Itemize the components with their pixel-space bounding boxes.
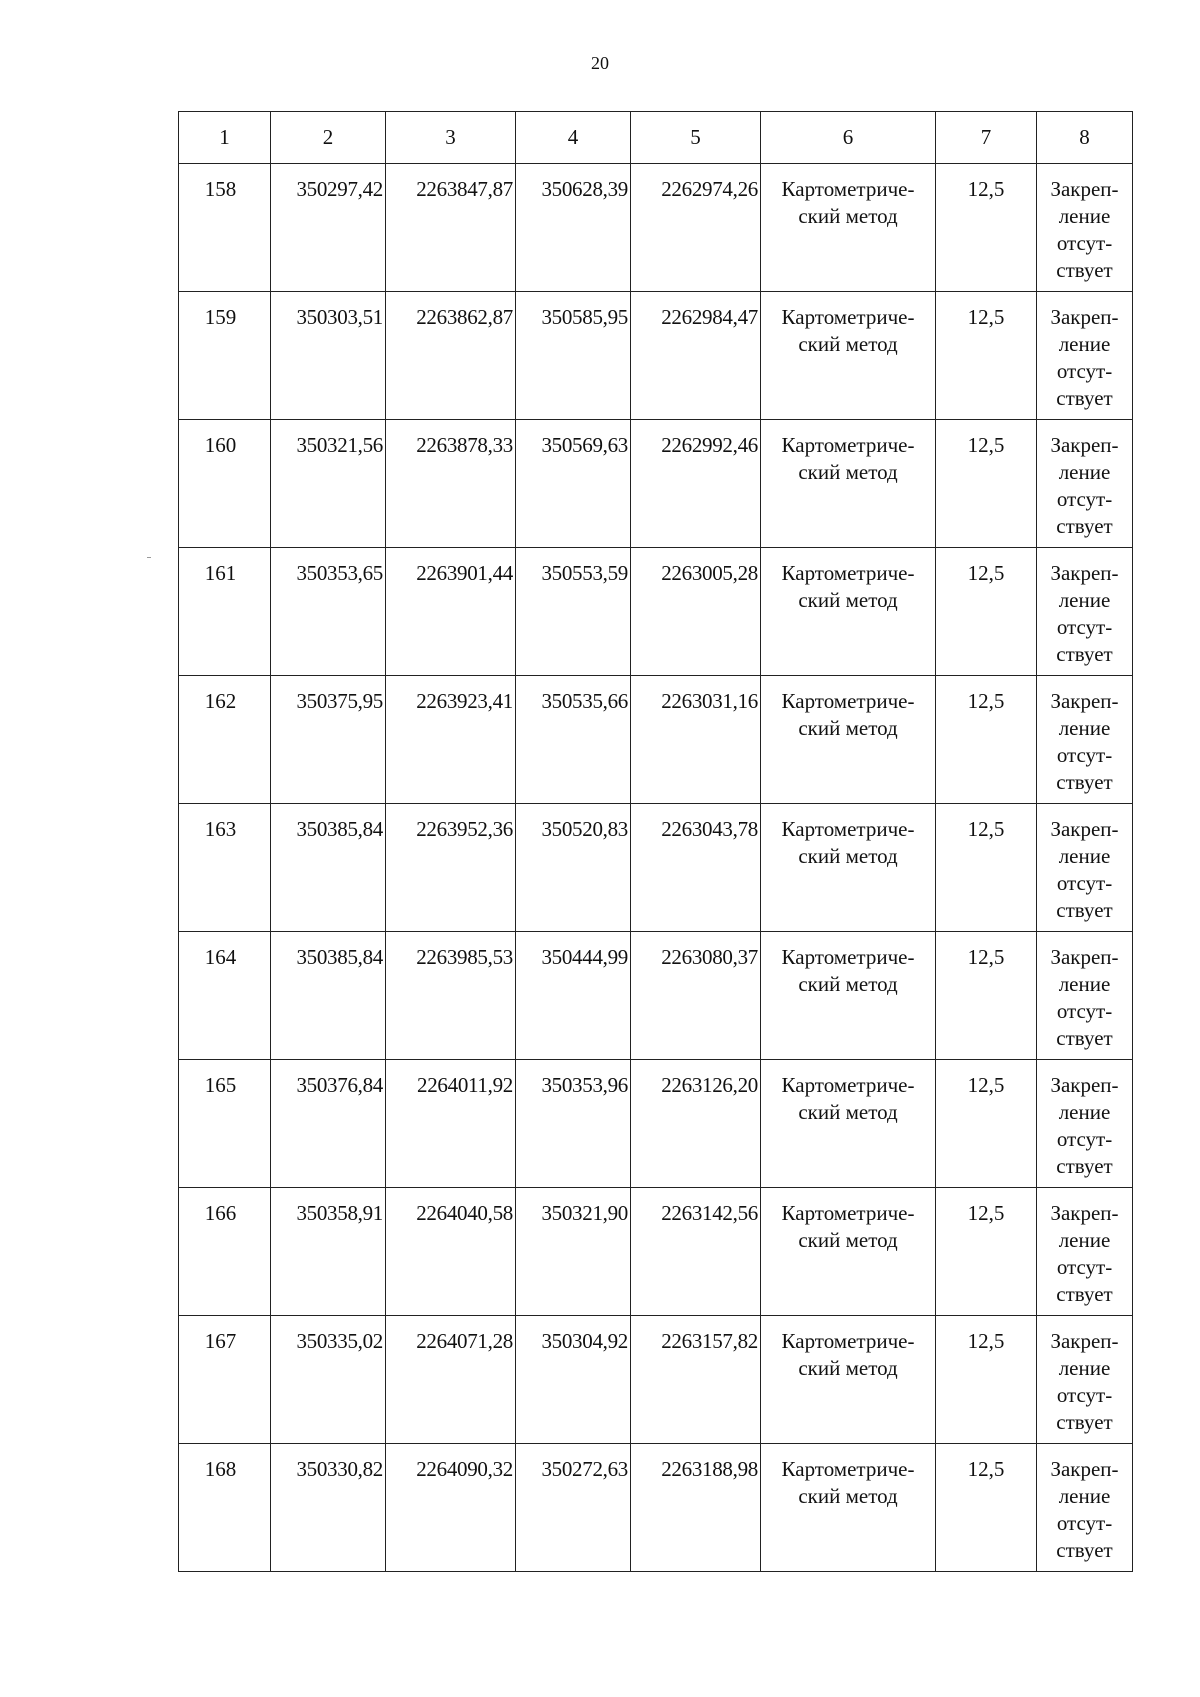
point-number-cell: 168 xyxy=(179,1444,271,1572)
x-coordinate-1-cell: 350358,91 xyxy=(271,1188,386,1316)
fixing-description-cell xyxy=(1037,676,1133,804)
y-coordinate-2-cell: 2263031,16 xyxy=(631,676,761,804)
method-line: Картометриче- xyxy=(781,1329,915,1353)
x-coordinate-1-cell: 350335,02 xyxy=(271,1316,386,1444)
method-line: ский метод xyxy=(798,716,898,740)
y-coordinate-2-cell: 2263080,37 xyxy=(631,932,761,1060)
method-line: Картометриче- xyxy=(781,177,915,201)
x-coordinate-2-cell: 350628,39 xyxy=(516,164,631,292)
accuracy-cell: 12,5 xyxy=(936,1316,1037,1444)
x-coordinate-2-cell: 350272,63 xyxy=(516,1444,631,1572)
y-coordinate-1-cell: 2263847,87 xyxy=(386,164,516,292)
header-cell-5: 5 xyxy=(631,112,761,164)
method-line: Картометриче- xyxy=(781,1073,915,1097)
table-row xyxy=(179,292,1133,420)
method-cell xyxy=(761,804,936,932)
point-number-cell: 158 xyxy=(179,164,271,292)
accuracy-cell: 12,5 xyxy=(936,932,1037,1060)
y-coordinate-1-cell: 2264071,28 xyxy=(386,1316,516,1444)
fixing-line: Закреп- xyxy=(1050,817,1119,841)
header-cell-6: 6 xyxy=(761,112,936,164)
accuracy-cell: 12,5 xyxy=(936,1060,1037,1188)
method-cell xyxy=(761,676,936,804)
fixing-description-cell xyxy=(1037,932,1133,1060)
fixing-line: Закреп- xyxy=(1050,1329,1119,1353)
fixing-line: отсут- xyxy=(1056,231,1113,255)
fixing-line: ление xyxy=(1058,844,1111,868)
fixing-line: Закреп- xyxy=(1050,305,1119,329)
accuracy-cell: 12,5 xyxy=(936,292,1037,420)
x-coordinate-1-cell: 350303,51 xyxy=(271,292,386,420)
method-cell xyxy=(761,1188,936,1316)
accuracy-cell: 12,5 xyxy=(936,804,1037,932)
method-line: ский метод xyxy=(798,332,898,356)
table-row xyxy=(179,1188,1133,1316)
method-cell xyxy=(761,932,936,1060)
method-cell xyxy=(761,548,936,676)
method-line: ский метод xyxy=(798,1228,898,1252)
x-coordinate-2-cell: 350444,99 xyxy=(516,932,631,1060)
y-coordinate-2-cell: 2263142,56 xyxy=(631,1188,761,1316)
table-row xyxy=(179,548,1133,676)
y-coordinate-2-cell: 2262992,46 xyxy=(631,420,761,548)
fixing-line: ствует xyxy=(1056,258,1113,282)
table-row xyxy=(179,1060,1133,1188)
table-row xyxy=(179,1316,1133,1444)
x-coordinate-2-cell: 350535,66 xyxy=(516,676,631,804)
header-cell-1: 1 xyxy=(179,112,271,164)
point-number-cell: 165 xyxy=(179,1060,271,1188)
method-line: ский метод xyxy=(798,972,898,996)
method-line: ский метод xyxy=(798,1484,898,1508)
fixing-description-cell xyxy=(1037,1188,1133,1316)
fixing-line: ление xyxy=(1058,716,1111,740)
fixing-line: отсут- xyxy=(1056,1127,1113,1151)
fixing-line: Закреп- xyxy=(1050,433,1119,457)
fixing-line: ление xyxy=(1058,332,1111,356)
method-line: Картометриче- xyxy=(781,1457,915,1481)
fixing-line: отсут- xyxy=(1056,999,1113,1023)
fixing-line: ление xyxy=(1058,1228,1111,1252)
fixing-line: ление xyxy=(1058,460,1111,484)
fixing-line: ствует xyxy=(1056,1282,1113,1306)
method-line: ский метод xyxy=(798,460,898,484)
accuracy-cell: 12,5 xyxy=(936,420,1037,548)
accuracy-cell: 12,5 xyxy=(936,1444,1037,1572)
x-coordinate-2-cell: 350553,59 xyxy=(516,548,631,676)
table-row xyxy=(179,676,1133,804)
fixing-line: ствует xyxy=(1056,770,1113,794)
method-cell xyxy=(761,1060,936,1188)
y-coordinate-2-cell: 2263043,78 xyxy=(631,804,761,932)
y-coordinate-1-cell: 2263985,53 xyxy=(386,932,516,1060)
method-line: Картометриче- xyxy=(781,689,915,713)
method-cell xyxy=(761,420,936,548)
x-coordinate-2-cell: 350304,92 xyxy=(516,1316,631,1444)
method-line: ский метод xyxy=(798,1100,898,1124)
header-cell-2: 2 xyxy=(271,112,386,164)
method-line: Картометриче- xyxy=(781,433,915,457)
x-coordinate-1-cell: 350385,84 xyxy=(271,804,386,932)
y-coordinate-2-cell: 2262974,26 xyxy=(631,164,761,292)
x-coordinate-1-cell: 350375,95 xyxy=(271,676,386,804)
header-cell-4: 4 xyxy=(516,112,631,164)
point-number-cell: 160 xyxy=(179,420,271,548)
y-coordinate-2-cell: 2263188,98 xyxy=(631,1444,761,1572)
y-coordinate-1-cell: 2264040,58 xyxy=(386,1188,516,1316)
fixing-line: отсут- xyxy=(1056,743,1113,767)
fixing-line: ствует xyxy=(1056,1538,1113,1562)
accuracy-cell: 12,5 xyxy=(936,1188,1037,1316)
fixing-line: Закреп- xyxy=(1050,689,1119,713)
fixing-line: Закреп- xyxy=(1050,945,1119,969)
method-line: ский метод xyxy=(798,204,898,228)
x-coordinate-2-cell: 350520,83 xyxy=(516,804,631,932)
point-number-cell: 159 xyxy=(179,292,271,420)
point-number-cell: 164 xyxy=(179,932,271,1060)
accuracy-cell: 12,5 xyxy=(936,548,1037,676)
x-coordinate-2-cell: 350585,95 xyxy=(516,292,631,420)
y-coordinate-1-cell: 2264090,32 xyxy=(386,1444,516,1572)
fixing-line: отсут- xyxy=(1056,359,1113,383)
fixing-line: ление xyxy=(1058,588,1111,612)
y-coordinate-1-cell: 2264011,92 xyxy=(386,1060,516,1188)
fixing-line: отсут- xyxy=(1056,871,1113,895)
fixing-line: ствует xyxy=(1056,1410,1113,1434)
fixing-line: ление xyxy=(1058,1100,1111,1124)
fixing-line: ствует xyxy=(1056,514,1113,538)
fixing-line: ствует xyxy=(1056,642,1113,666)
table-body xyxy=(179,112,1133,1572)
x-coordinate-1-cell: 350353,65 xyxy=(271,548,386,676)
fixing-line: ление xyxy=(1058,204,1111,228)
y-coordinate-1-cell: 2263923,41 xyxy=(386,676,516,804)
y-coordinate-2-cell: 2263126,20 xyxy=(631,1060,761,1188)
point-number-cell: 163 xyxy=(179,804,271,932)
point-number-cell: 162 xyxy=(179,676,271,804)
x-coordinate-2-cell: 350321,90 xyxy=(516,1188,631,1316)
point-number-cell: 161 xyxy=(179,548,271,676)
y-coordinate-2-cell: 2263005,28 xyxy=(631,548,761,676)
fixing-line: ление xyxy=(1058,1356,1111,1380)
x-coordinate-1-cell: 350297,42 xyxy=(271,164,386,292)
y-coordinate-2-cell: 2263157,82 xyxy=(631,1316,761,1444)
fixing-line: Закреп- xyxy=(1050,561,1119,585)
header-cell-3: 3 xyxy=(386,112,516,164)
method-cell xyxy=(761,1444,936,1572)
x-coordinate-1-cell: 350385,84 xyxy=(271,932,386,1060)
x-coordinate-2-cell: 350353,96 xyxy=(516,1060,631,1188)
x-coordinate-1-cell: 350321,56 xyxy=(271,420,386,548)
fixing-line: Закреп- xyxy=(1050,1201,1119,1225)
method-line: Картометриче- xyxy=(781,561,915,585)
table-row xyxy=(179,164,1133,292)
x-coordinate-1-cell: 350330,82 xyxy=(271,1444,386,1572)
fixing-description-cell xyxy=(1037,420,1133,548)
point-number-cell: 166 xyxy=(179,1188,271,1316)
fixing-line: ствует xyxy=(1056,386,1113,410)
method-line: Картометриче- xyxy=(781,817,915,841)
fixing-line: отсут- xyxy=(1056,1383,1113,1407)
method-line: Картометриче- xyxy=(781,305,915,329)
method-line: ский метод xyxy=(798,1356,898,1380)
y-coordinate-1-cell: 2263952,36 xyxy=(386,804,516,932)
y-coordinate-2-cell: 2262984,47 xyxy=(631,292,761,420)
fixing-line: ствует xyxy=(1056,1026,1113,1050)
method-line: Картометриче- xyxy=(781,1201,915,1225)
accuracy-cell: 12,5 xyxy=(936,676,1037,804)
table-row xyxy=(179,932,1133,1060)
x-coordinate-2-cell: 350569,63 xyxy=(516,420,631,548)
fixing-description-cell xyxy=(1037,292,1133,420)
fixing-line: Закреп- xyxy=(1050,1073,1119,1097)
fixing-description-cell xyxy=(1037,1060,1133,1188)
method-cell xyxy=(761,1316,936,1444)
fixing-line: отсут- xyxy=(1056,487,1113,511)
y-coordinate-1-cell: 2263878,33 xyxy=(386,420,516,548)
method-line: ский метод xyxy=(798,844,898,868)
coordinates-table xyxy=(178,111,1133,1572)
table-row xyxy=(179,804,1133,932)
scan-mark xyxy=(147,557,151,558)
method-cell xyxy=(761,164,936,292)
fixing-description-cell xyxy=(1037,548,1133,676)
fixing-description-cell xyxy=(1037,804,1133,932)
method-cell xyxy=(761,292,936,420)
table-row xyxy=(179,420,1133,548)
header-cell-8: 8 xyxy=(1037,112,1133,164)
fixing-line: ствует xyxy=(1056,1154,1113,1178)
accuracy-cell: 12,5 xyxy=(936,164,1037,292)
table-row xyxy=(179,1444,1133,1572)
method-line: Картометриче- xyxy=(781,945,915,969)
y-coordinate-1-cell: 2263862,87 xyxy=(386,292,516,420)
x-coordinate-1-cell: 350376,84 xyxy=(271,1060,386,1188)
fixing-line: отсут- xyxy=(1056,1255,1113,1279)
table-header-row xyxy=(179,112,1133,164)
fixing-line: Закреп- xyxy=(1050,1457,1119,1481)
page-number: 20 xyxy=(591,53,609,73)
header-cell-7: 7 xyxy=(936,112,1037,164)
point-number-cell: 167 xyxy=(179,1316,271,1444)
fixing-description-cell xyxy=(1037,164,1133,292)
fixing-line: Закреп- xyxy=(1050,177,1119,201)
fixing-line: отсут- xyxy=(1056,1511,1113,1535)
fixing-line: ление xyxy=(1058,1484,1111,1508)
fixing-line: ление xyxy=(1058,972,1111,996)
fixing-description-cell xyxy=(1037,1444,1133,1572)
fixing-line: отсут- xyxy=(1056,615,1113,639)
y-coordinate-1-cell: 2263901,44 xyxy=(386,548,516,676)
fixing-line: ствует xyxy=(1056,898,1113,922)
fixing-description-cell xyxy=(1037,1316,1133,1444)
method-line: ский метод xyxy=(798,588,898,612)
